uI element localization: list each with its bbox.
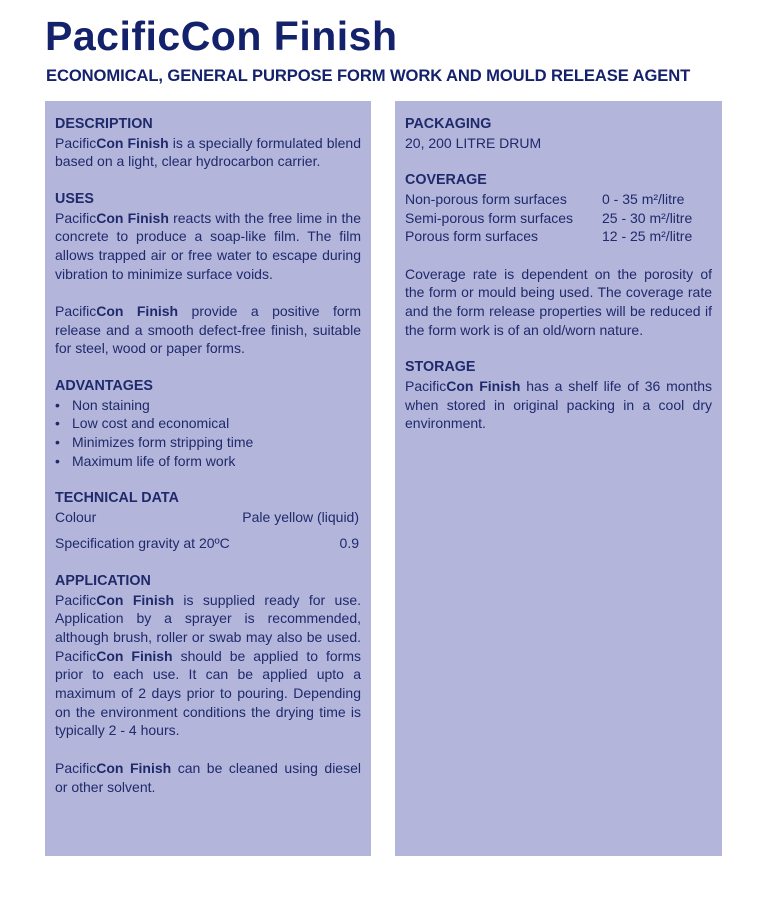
list-item: • Maximum life of form work [55, 452, 236, 469]
list-item: • Non staining [55, 396, 150, 413]
left-column [45, 101, 371, 856]
list-item: • Minimizes form stripping time [55, 433, 254, 450]
advantages-section [55, 377, 361, 471]
application-paragraph-1: PacificCon Finish is supplied ready for use. Application by a sprayer is recommended, although brush, roller or swab may also be used. PacificCon Finish should be applied to forms prior to each use. It can be applied upto a maximum of 2 days prior to pouring. Depending on the environment conditions the drying time is typically 2 - 4 hours. [55, 591, 362, 739]
brand-prefix: Pacific [55, 134, 97, 151]
storage-heading: STORAGE [405, 359, 476, 376]
bullet-icon: • [55, 415, 60, 432]
bullet-icon: • [55, 452, 60, 469]
bullet-icon: • [55, 433, 60, 450]
coverage-heading: COVERAGE [405, 172, 487, 189]
right-column [395, 101, 722, 856]
storage-section [405, 358, 712, 433]
packaging-heading: PACKAGING [405, 116, 492, 132]
description-text: PacificCon Finish is a specially formulated blend based on a light, clear hydrocarbon carrier. [55, 134, 362, 170]
uses-paragraph-1: PacificCon Finish reacts with the free lime in the concrete to produce a soap-like film. The film allows trapped air or free water to escape during vibration to minimize surface voids. [55, 209, 361, 282]
coverage-row: Semi-porous form surfaces 25 - 30 m²/litre [405, 209, 693, 226]
advantages-heading: ADVANTAGES [55, 377, 153, 394]
description-section [55, 115, 361, 171]
coverage-row: Non-porous form surfaces 0 - 35 m²/litre [405, 190, 685, 207]
brand-bold: Con Finish [96, 134, 169, 151]
list-item: • Low cost and economical [55, 415, 230, 432]
technical-data-section [55, 489, 361, 553]
bullet-icon: • [55, 396, 60, 413]
description-heading: DESCRIPTION [55, 116, 153, 132]
uses-heading: USES [55, 190, 94, 207]
packaging-section [405, 115, 712, 152]
coverage-row: Porous form surfaces 12 - 25 m²/litre [405, 228, 693, 245]
application-heading: APPLICATION [55, 572, 151, 589]
application-section [55, 572, 361, 796]
application-paragraph-2: PacificCon Finish can be cleaned using diesel or other solvent. [55, 759, 361, 795]
uses-paragraph-2: PacificCon Finish provide a positive form release and a smooth defect-free finish, suitable for steel, wood or paper forms. [55, 303, 362, 357]
page-subtitle: ECONOMICAL, GENERAL PURPOSE FORM WORK AND MOULD RELEASE AGENT [46, 66, 691, 85]
coverage-section [405, 171, 712, 339]
technical-data-row: Colour Pale yellow (liquid) [55, 508, 359, 525]
coverage-note: Coverage rate is dependent on the porosity of the form or mould being used. The coverage rate and the form release properties will be reduced if the form work is of an old/worn nature. [405, 265, 712, 338]
technical-data-heading: TECHNICAL DATA [55, 490, 179, 506]
uses-section [55, 190, 361, 358]
packaging-text: 20, 200 LITRE DRUM [405, 134, 542, 151]
technical-data-row: Specification gravity at 20ºC 0.9 [55, 535, 359, 552]
page-title: PacificCon Finish [45, 13, 398, 59]
storage-text: PacificCon Finish has a shelf life of 36 months when stored in original packing in a cool dry environment. [405, 377, 712, 432]
advantages-list [55, 396, 361, 471]
